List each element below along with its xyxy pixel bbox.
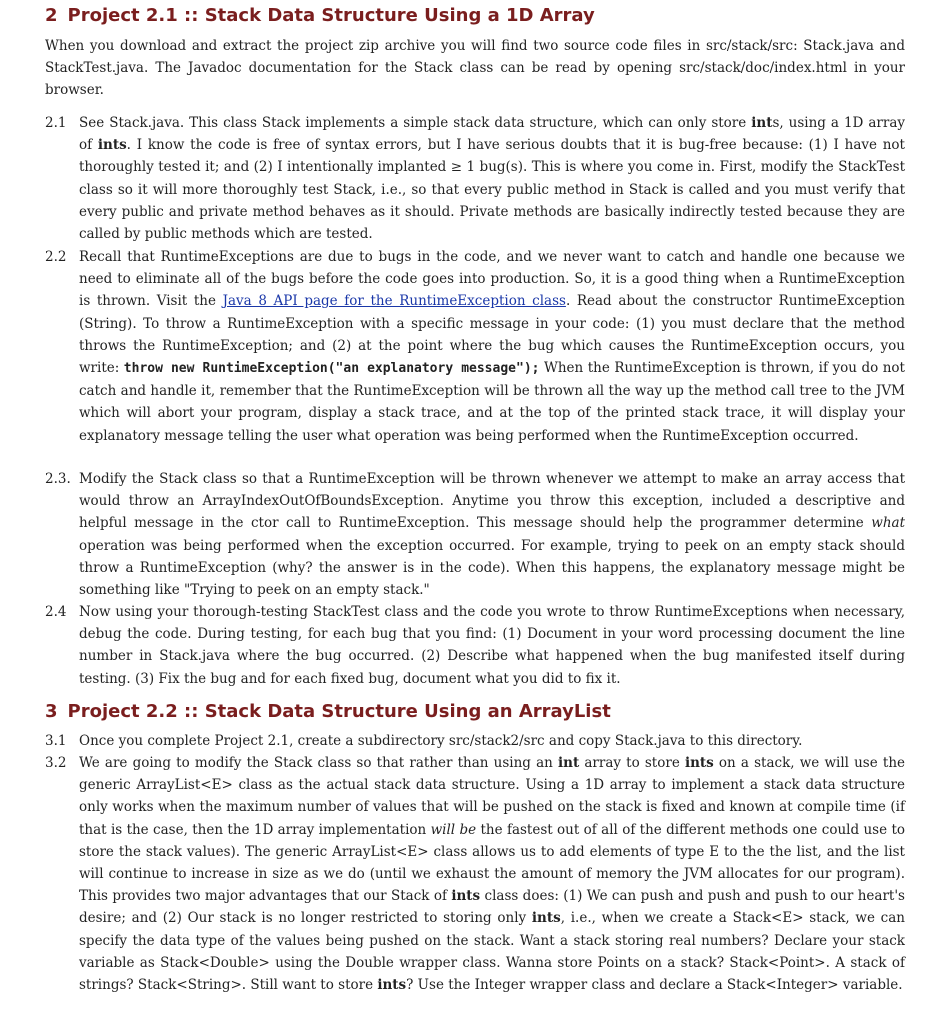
section-number: 3	[45, 701, 58, 722]
item-text: Now using your thorough-testing StackTest class and the code you wrote to throw RuntimeExceptions when necessary, debug the code. During testing, for each bug that you find: (1) Document in your word processing document the line number in Stack.java where the bug occurred. (2) Describe what happened when the bug manifested itself during testing. (3) Fix the bug and for each fixed bug, document what you did to fix it.	[79, 604, 905, 687]
item-label: 2.4	[45, 604, 67, 620]
section-number: 2	[45, 5, 58, 26]
item-text: Recall that RuntimeExceptions are due to bugs in the code, and we never want to catch and handle one because we need to eliminate all of the bugs before the code goes into production. So, it is a good thing when a RuntimeException is thrown. Visit the Java 8 API page for the RuntimeException class. Read about the constructor RuntimeException (String). To throw a RuntimeException with a specific message in your code: (1) you must declare that the method throws the RuntimeException; and (2) at the point where the bug which causes the RuntimeException occurs, you write: throw new RuntimeException("an explanatory message"); When the RuntimeException is thrown, if you do not catch and handle it, remember that the RuntimeException will be thrown all the way up the method call tree to the JVM which will abort your program, display a stack trace, and at the top of the printed stack trace, it will display your explanatory message telling the user what operation was being performed when the RuntimeException occurred.	[79, 249, 905, 444]
section-3-heading	[45, 701, 611, 722]
item-label: 2.2	[45, 249, 67, 265]
intro-paragraph: When you download and extract the project zip archive you will find two source code files in src/stack/src: Stack.java and StackTest.java. The Javadoc documentation for the Stack class can be read by opening src/stack/doc/index.html in your browser.	[45, 38, 905, 99]
runtimeexception-api-link[interactable]: Java 8 API page for the RuntimeException class	[222, 293, 566, 310]
item-2-4	[45, 601, 905, 690]
section-title-text: Project 2.2 :: Stack Data Structure Using an ArrayList	[67, 701, 611, 722]
item-label: 2.3.	[45, 471, 71, 487]
item-text: See Stack.java. This class Stack implements a simple stack data structure, which can only store ints, using a 1D array of ints. I know the code is free of syntax errors, but I have serious doubts that it is bug-free because: (1) I have not thoroughly tested it; and (2) I intentionally implanted ≥ 1 bug(s). This is where you come in. First, modify the StackTest class so it will more thoroughly test Stack, i.e., so that every public method in Stack is called and you must verify that every public and private method behaves as it should. Private methods are basically indirectly tested because they are called by public methods which are tested.	[79, 115, 905, 243]
item-3-2	[45, 752, 905, 996]
item-2-2	[45, 246, 905, 447]
item-2-1	[45, 112, 905, 245]
item-text: We are going to modify the Stack class so that rather than using an int array to store ints on a stack, we will use the generic ArrayList<E> class as the actual stack data structure. Using a 1D array to implement a stack data structure only works when the maximum number of values that will be pushed on the stack is fixed and known at compile time (if that is the case, then the 1D array implementation will be the fastest out of all of the different methods one could use to store the stack values). The generic ArrayList<E> class allows us to add elements of type E to the the list, and the list will continue to increase in size as we do (until we exhaust the amount of memory the JVM allocates for our program). This provides two major advantages that our Stack of ints class does: (1) We can push and push and push to our heart's desire; and (2) Our stack is no longer restricted to storing only ints, i.e., when we create a Stack<E> stack, we can specify the data type of the values being pushed on the stack. Want a stack storing real numbers? Declare your stack variable as Stack<Double> using the Double wrapper class. Wanna store Points on a stack? Stack<Point>. A stack of strings? Stack<String>. Still want to store ints? Use the Integer wrapper class and declare a Stack<Integer> variable.	[79, 755, 906, 994]
section-title-text: Project 2.1 :: Stack Data Structure Using a 1D Array	[67, 5, 595, 26]
item-text: Modify the Stack class so that a RuntimeException will be thrown whenever we attempt to make an array access that would throw an ArrayIndexOutOfBoundsException. Anytime you throw this exception, included a descriptive and helpful message in the ctor call to RuntimeException. This message should help the programmer determine what operation was being performed when the exception occurred. For example, trying to peek on an empty stack should throw a RuntimeException (why? the answer is in the code). When this happens, the explanatory message might be something like "Trying to peek on an empty stack."	[79, 471, 905, 599]
section-2-heading	[45, 5, 595, 26]
item-label: 3.2	[45, 755, 67, 771]
item-label: 2.1	[45, 115, 67, 131]
item-2-3	[45, 468, 905, 601]
item-3-1	[45, 730, 905, 752]
item-text: Once you complete Project 2.1, create a subdirectory src/stack2/src and copy Stack.java to this directory.	[79, 733, 803, 749]
code-snippet: throw new RuntimeException("an explanatory message");	[123, 361, 540, 377]
item-label: 3.1	[45, 733, 67, 749]
